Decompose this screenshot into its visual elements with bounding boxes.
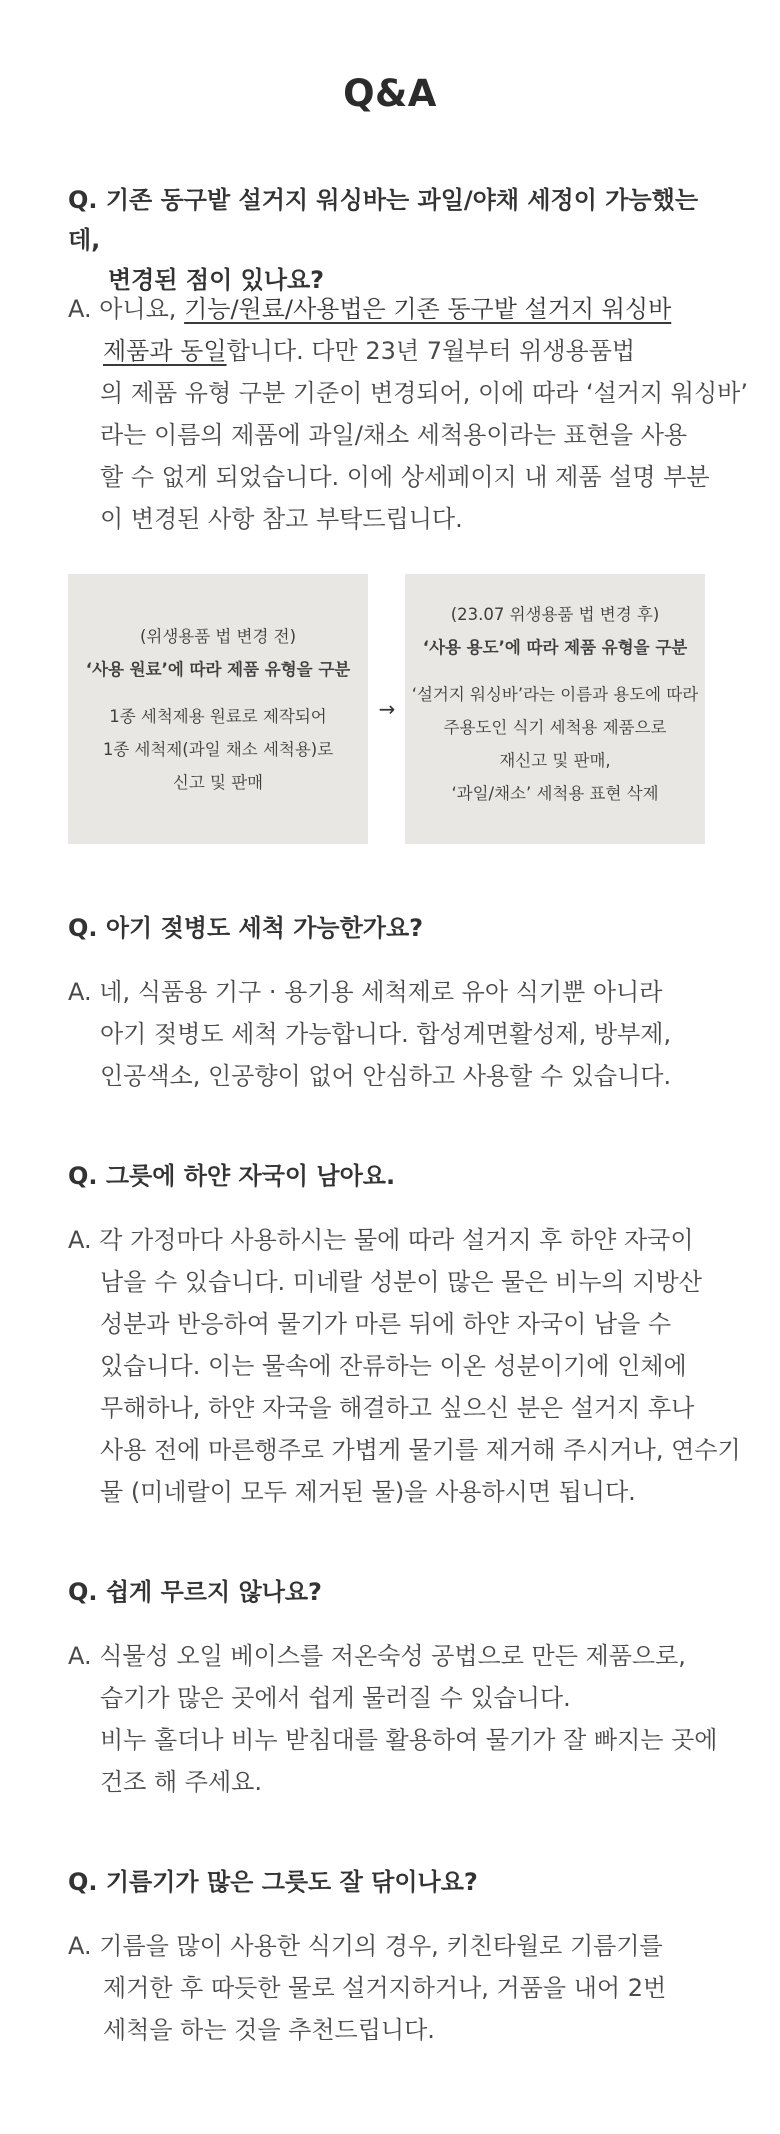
law-before-line-2: 1종 세척제(과일 채소 세척용)로 bbox=[102, 740, 334, 759]
question-4: Q. 쉽게 무르지 않나요? bbox=[68, 1578, 322, 1606]
arrow-right-icon: → bbox=[378, 697, 396, 721]
answer-1-line-6: 이 변경된 사항 참고 부탁드립니다. bbox=[100, 505, 463, 533]
law-before-box bbox=[68, 574, 368, 844]
answer-1-line-4: 라는 이름의 제품에 과일/채소 세척용이라는 표현을 사용 bbox=[100, 421, 688, 449]
answer-1 bbox=[68, 288, 748, 540]
answer-2-line-1: A. 네, 식품용 기구 · 용기용 세척제로 유아 식기뿐 아니라 bbox=[68, 978, 663, 1006]
answer-1-line-3: 의 제품 유형 구분 기준이 변경되어, 이에 따라 ‘설거지 워싱바’ bbox=[100, 379, 748, 407]
answer-1-emphasis-2: 제품과 동일 bbox=[103, 337, 227, 365]
law-after-line-1: ‘설거지 워싱바’라는 이름과 용도에 따라 bbox=[411, 685, 699, 704]
law-before-header: (위생용품 법 변경 전) bbox=[139, 627, 297, 646]
answer-4-line-3: 비누 홀더나 비누 받침대를 활용하여 물기가 잘 빠지는 곳에 bbox=[100, 1726, 718, 1754]
law-after-line-2: 주용도인 식기 세척용 제품으로 bbox=[443, 718, 667, 737]
law-after-line-4: ‘과일/채소’ 세척용 표현 삭제 bbox=[451, 784, 659, 803]
question-1-line-2: 변경된 점이 있나요? bbox=[108, 266, 325, 294]
answer-3-line-1: A. 각 가정마다 사용하시는 물에 따라 설거지 후 하얀 자국이 bbox=[68, 1226, 694, 1254]
answer-4-line-4: 건조 해 주세요. bbox=[100, 1768, 262, 1796]
law-before-line-1: 1종 세척제용 원료로 제작되어 bbox=[109, 707, 327, 726]
law-after-header: (23.07 위생용품 법 변경 후) bbox=[450, 605, 660, 624]
law-before-line-3: 신고 및 판매 bbox=[172, 773, 264, 792]
law-after-criterion: ‘사용 용도’에 따라 제품 유형을 구분 bbox=[422, 638, 688, 657]
answer-2 bbox=[68, 971, 738, 1097]
answer-5-line-3: 세척을 하는 것을 추천드립니다. bbox=[103, 2016, 435, 2044]
answer-3-line-4: 있습니다. 이는 물속에 잔류하는 이온 성분이기에 인체에 bbox=[100, 1352, 687, 1380]
answer-2-line-2: 아기 젖병도 세척 가능합니다. 합성계면활성제, 방부제, bbox=[100, 1020, 672, 1048]
question-1-line-1: Q. 기존 동구밭 설거지 워싱바는 과일/야채 세정이 가능했는데, bbox=[68, 186, 699, 254]
answer-5-line-2: 제거한 후 따듯한 물로 설거지하거나, 거품을 내어 2번 bbox=[103, 1974, 667, 2002]
law-after-line-3: 재신고 및 판매, bbox=[499, 751, 611, 770]
answer-3-line-3: 성분과 반응하여 물기가 마른 뒤에 하얀 자국이 남을 수 bbox=[100, 1310, 672, 1338]
answer-5 bbox=[68, 1925, 738, 2051]
question-5: Q. 기름기가 많은 그릇도 잘 닦이나요? bbox=[68, 1868, 478, 1896]
answer-1-emphasis-1: 기능/원료/사용법은 기존 동구밭 설거지 워싱바 bbox=[184, 295, 672, 323]
answer-3-line-2: 남을 수 있습니다. 미네랄 성분이 많은 물은 비누의 지방산 bbox=[100, 1268, 702, 1296]
page-title: Q&A bbox=[343, 72, 437, 115]
question-1 bbox=[68, 180, 728, 300]
law-after-box bbox=[405, 574, 705, 844]
question-2: Q. 아기 젖병도 세척 가능한가요? bbox=[68, 914, 424, 942]
answer-3-line-6: 사용 전에 마른행주로 가볍게 물기를 제거해 주시거나, 연수기 bbox=[100, 1436, 741, 1464]
answer-3-line-5: 무해하나, 하얀 자국을 해결하고 싶으신 분은 설거지 후나 bbox=[100, 1394, 695, 1422]
law-before-criterion: ‘사용 원료’에 따라 제품 유형을 구분 bbox=[85, 660, 351, 679]
answer-3 bbox=[68, 1219, 741, 1513]
answer-4-line-1: A. 식물성 오일 베이스를 저온숙성 공법으로 만든 제품으로, bbox=[68, 1642, 686, 1670]
answer-1-line-1: A. 아니요, 기능/원료/사용법은 기존 동구밭 설거지 워싱바 bbox=[68, 295, 672, 323]
answer-1-line-2: 제품과 동일합니다. 다만 23년 7월부터 위생용품법 bbox=[103, 337, 636, 365]
answer-3-line-7: 물 (미네랄이 모두 제거된 물)을 사용하시면 됩니다. bbox=[100, 1478, 636, 1506]
answer-4 bbox=[68, 1635, 738, 1803]
answer-1-line-5: 할 수 없게 되었습니다. 이에 상세페이지 내 제품 설명 부분 bbox=[100, 463, 710, 491]
answer-2-line-3: 인공색소, 인공향이 없어 안심하고 사용할 수 있습니다. bbox=[100, 1062, 672, 1090]
question-3: Q. 그릇에 하얀 자국이 남아요. bbox=[68, 1162, 396, 1190]
answer-5-line-1: A. 기름을 많이 사용한 식기의 경우, 키친타월로 기름기를 bbox=[68, 1932, 663, 1960]
answer-4-line-2: 습기가 많은 곳에서 쉽게 물러질 수 있습니다. bbox=[100, 1684, 571, 1712]
